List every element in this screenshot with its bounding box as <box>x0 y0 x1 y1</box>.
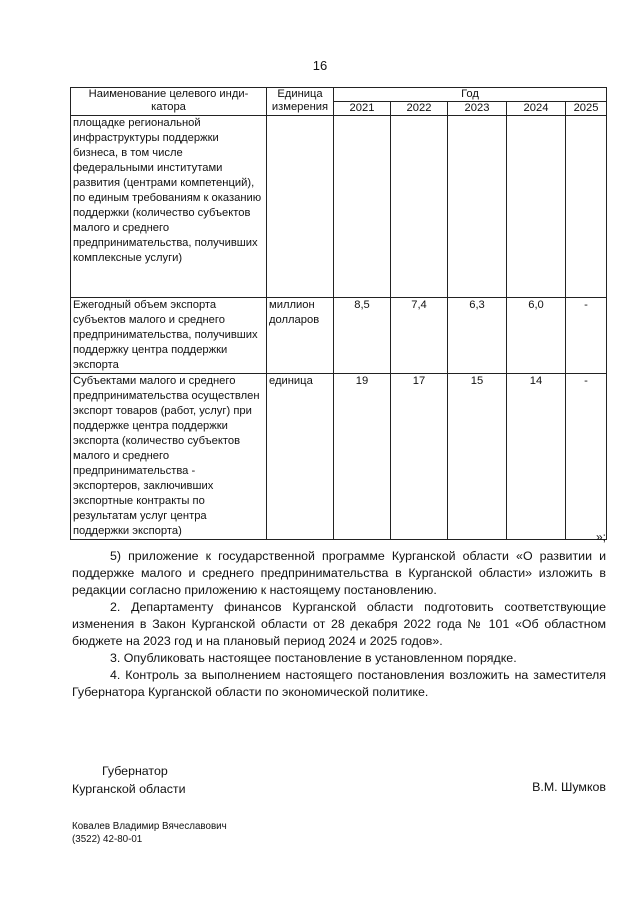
table-header-row <box>71 88 607 102</box>
value-cell <box>334 116 391 298</box>
value-cell <box>507 116 566 298</box>
value-cell: 6,0 <box>507 298 566 374</box>
paragraph: 4. Контроль за выполнением настоящего постановления возложить на заместителя Губернатора Курганской области по экономической политике. <box>72 668 606 699</box>
value-cell: 19 <box>334 374 391 540</box>
paragraph: 3. Опубликовать настоящее постановление в установленном порядке. <box>110 651 517 665</box>
paragraph: 2. Департаменту финансов Курганской области подготовить соответствующие изменения в Закон Курганской области от 28 декабря 2022 года № 101 «Об областном бюджете на 2023 год и на плановый период 2024 и 2025 годов». <box>72 600 606 648</box>
header-year: 2025 <box>566 102 607 116</box>
value-cell: 8,5 <box>334 298 391 374</box>
header-year: 2021 <box>334 102 391 116</box>
value-cell <box>391 116 448 298</box>
table-row <box>71 374 607 540</box>
executor-phone: (3522) 42-80-01 <box>72 834 143 845</box>
value-cell: 17 <box>391 374 448 540</box>
closing-quote-mark: »; <box>595 530 606 544</box>
resolution-body <box>72 548 606 701</box>
header-year: 2022 <box>391 102 448 116</box>
page-number: 16 <box>312 58 328 73</box>
paragraph: 5) приложение к государственной программе Курганской области «О развитии и поддержке малого и среднего предпринимательства в Курганской области» изложить в редакции согласно приложению к настоящему постановлению. <box>72 549 606 597</box>
signatory-title <box>72 762 186 798</box>
signatory-region: Курганской области <box>72 782 186 796</box>
header-unit: Единица измерения <box>267 88 334 116</box>
table-row <box>71 116 607 298</box>
indicator-name-cell: площадке региональной инфраструктуры поддержки бизнеса, в том числе федеральными институтами развития (центрами компетенций), по единым требованиям к оказанию поддержки (количество субъектов малого и среднего предпринимательства, получивших комплексные услуги) <box>71 116 267 298</box>
executor-name: Ковалев Владимир Вячеславович <box>72 821 227 832</box>
header-year-group: Год <box>334 88 607 102</box>
value-cell: 6,3 <box>448 298 507 374</box>
indicators-table <box>70 87 607 540</box>
header-year: 2023 <box>448 102 507 116</box>
header-indicator-name: Наименование целевого инди-катора <box>71 88 267 116</box>
indicator-name-cell: Субъектами малого и среднего предпринимательства осуществлен экспорт товаров (работ, услуг) при поддержке центра поддержки экспорта (количество субъектов малого и среднего предпринимательства - экспортеров, заключивших экспортные контракты по результатам услуг центра поддержки экспорта) <box>71 374 267 540</box>
signatory-position: Губернатор <box>102 764 168 778</box>
executor-info <box>72 820 227 846</box>
indicator-name-cell: Ежегодный объем экспорта субъектов малого и среднего предпринимательства, получивших поддержку центра поддержки экспорта <box>71 298 267 374</box>
unit-cell: единица <box>267 374 334 540</box>
value-cell: 15 <box>448 374 507 540</box>
value-cell <box>448 116 507 298</box>
value-cell: 7,4 <box>391 298 448 374</box>
value-cell: - <box>566 374 607 540</box>
value-cell <box>566 116 607 298</box>
value-cell: - <box>566 298 607 374</box>
unit-cell: миллион долларов <box>267 298 334 374</box>
value-cell: 14 <box>507 374 566 540</box>
table-row <box>71 298 607 374</box>
unit-cell <box>267 116 334 298</box>
header-year: 2024 <box>507 102 566 116</box>
signatory-name: В.М. Шумков <box>532 780 606 794</box>
